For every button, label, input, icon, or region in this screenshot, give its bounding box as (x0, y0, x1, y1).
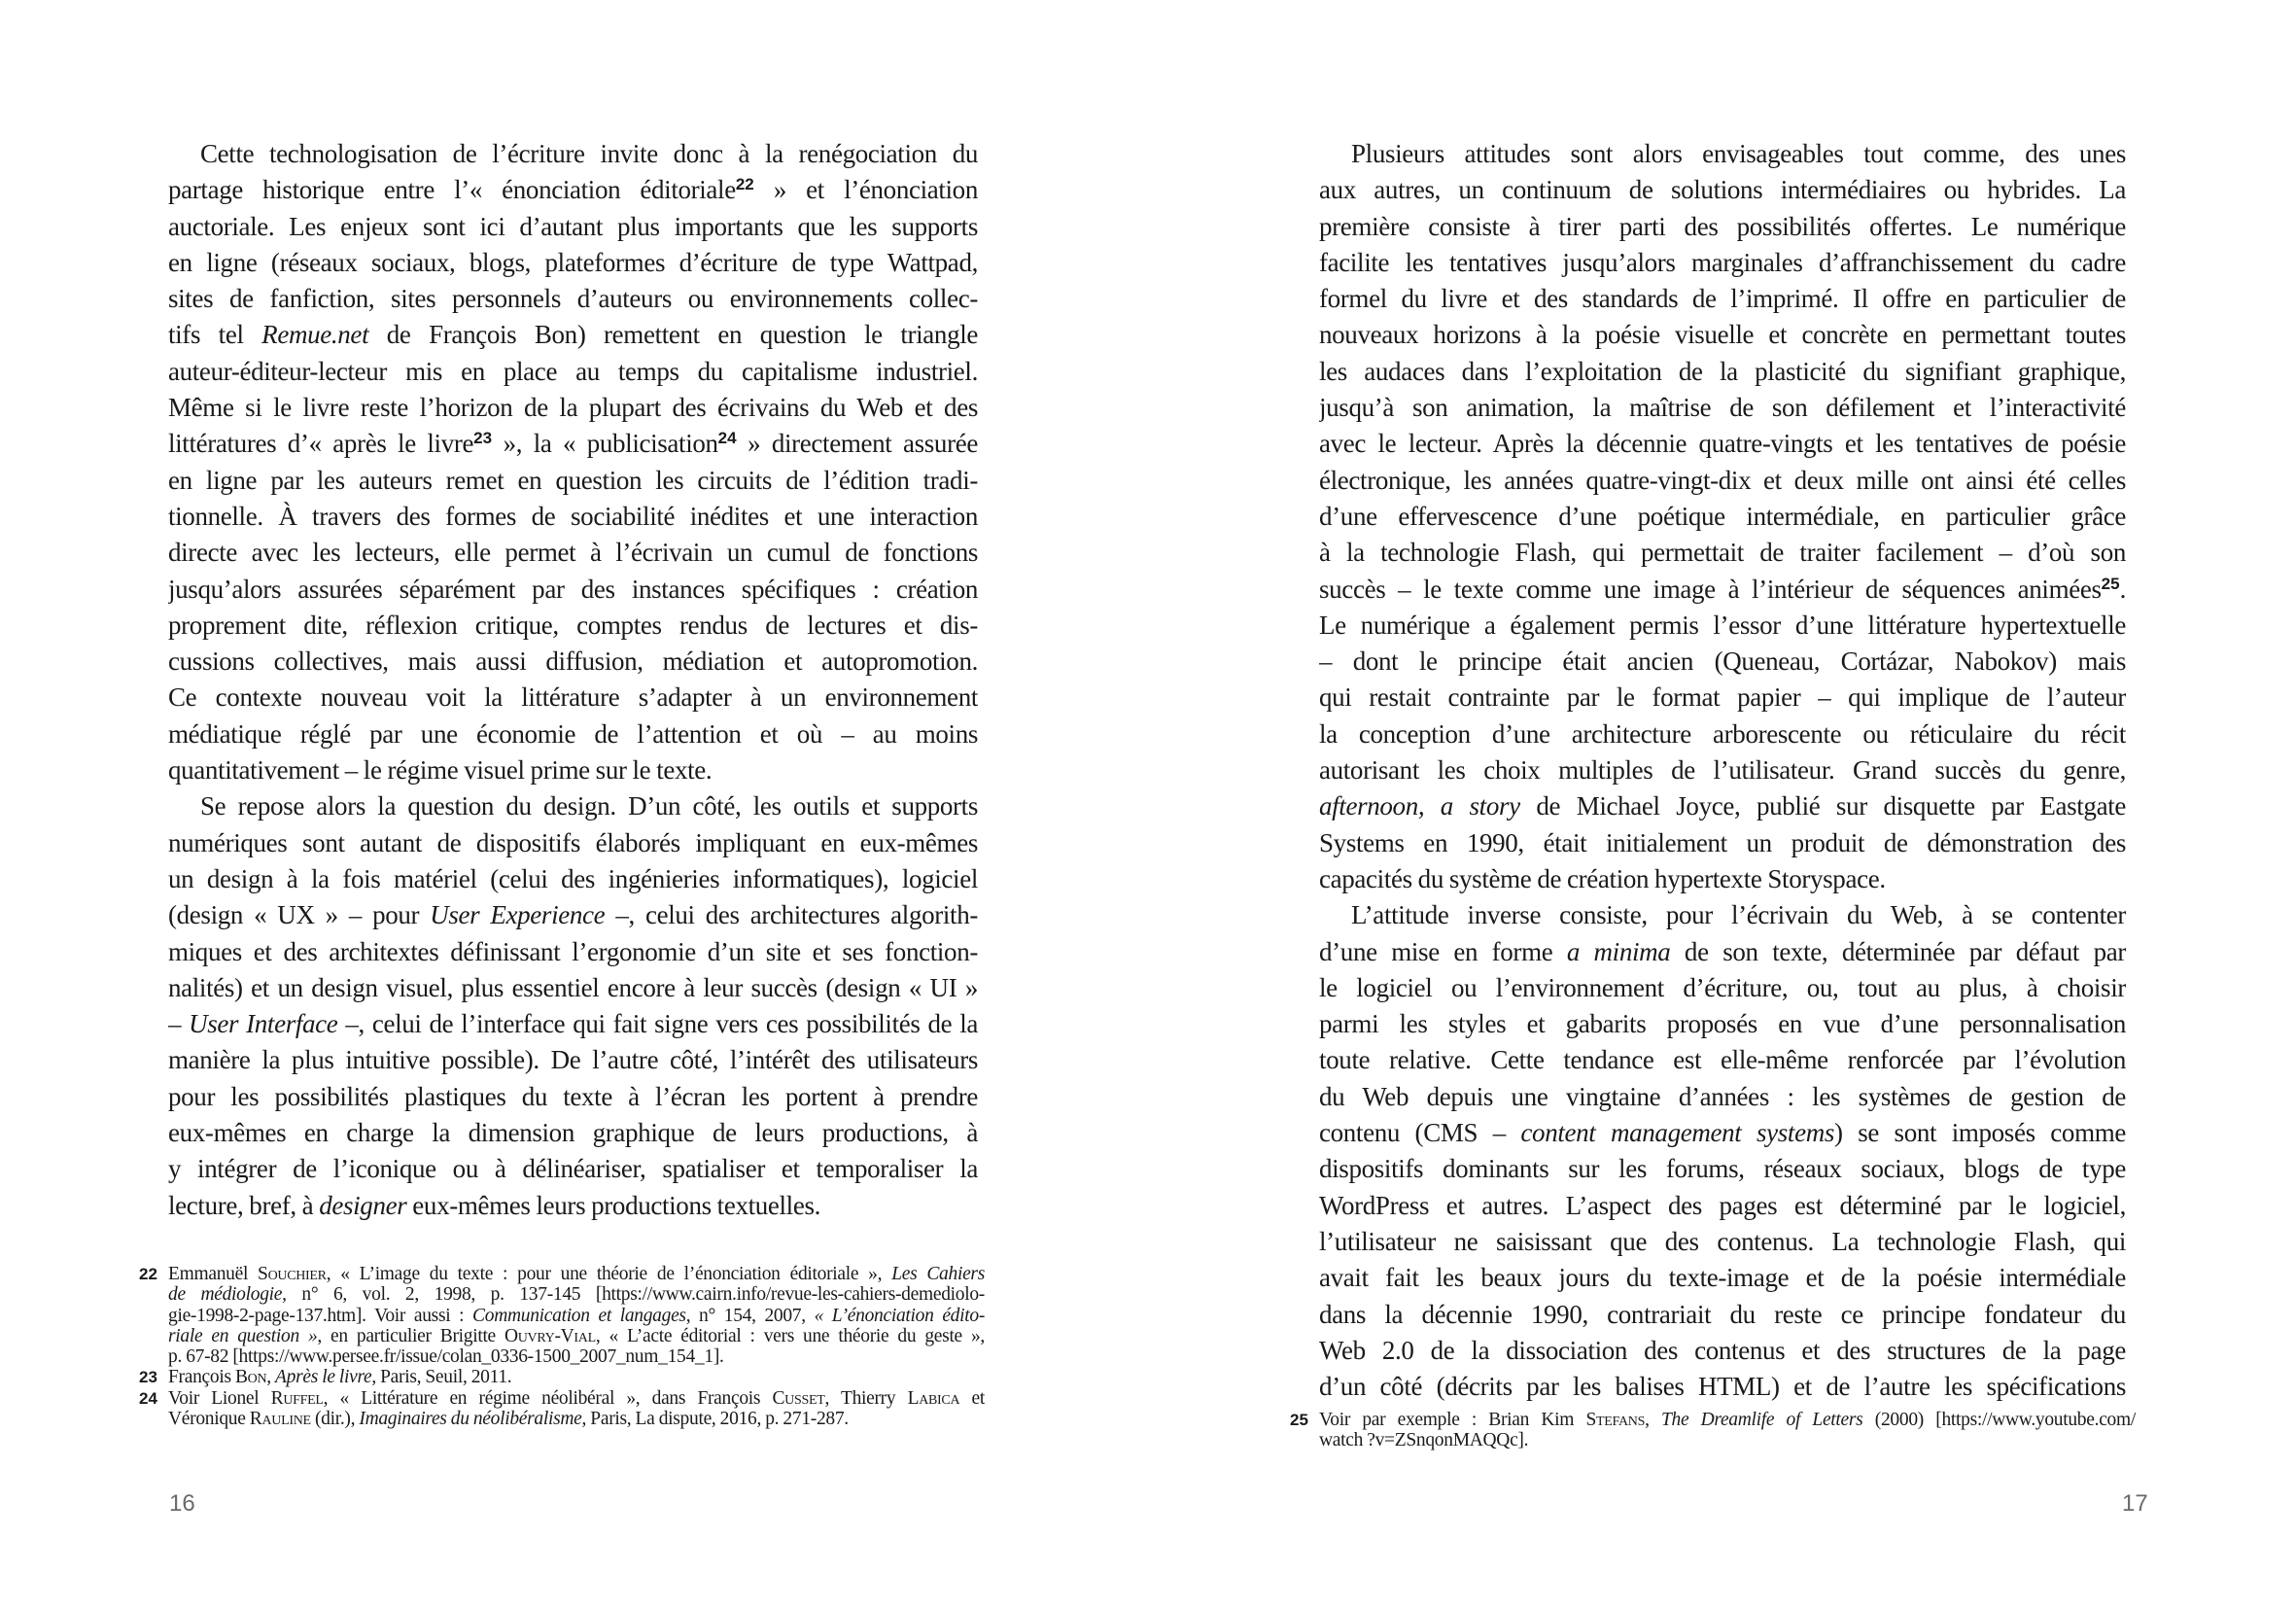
text-line: eux-mêmes en charge la dimension graphique de leurs productions, à (168, 1118, 978, 1148)
footnote-ref[interactable]: 22 (735, 175, 754, 194)
text-line: succès – le texte comme une image à l’intérieur de séquences animées$^{25}$. (1319, 574, 2126, 604)
text-line: lecture, bref, à designer eux-mêmes leurs productions textuelles. (168, 1190, 821, 1220)
text-line: nouveaux horizons à la poésie visuelle et concrète en permettant toutes (1319, 320, 2126, 350)
text-line: WordPress et autres. L’aspect des pages est déterminé par le logiciel, (1319, 1190, 2126, 1220)
text-line: jusqu’alors assurées séparément par des instances spécifiques : création (168, 574, 978, 604)
body-text-left (168, 136, 978, 1224)
text-line: médiatique réglé par une économie de l’attention et où – au moins (168, 718, 978, 749)
text-line: d’une mise en forme a minima de son texte, déterminée par défaut par (1319, 936, 2126, 966)
text-line: tionnelle. À travers des formes de sociabilité inédites et une interaction (168, 501, 978, 531)
text-line: afternoon, a story de Michael Joyce, publié sur disquette par Eastgate (1319, 791, 2126, 821)
text-line: littératures d’« après le livre$^{23}$ », la « publicisation$^{24}$ » directement assurée (168, 429, 978, 459)
footnote-number: 24 (139, 1388, 157, 1408)
text-line: aux autres, un continuum de solutions intermédiaires ou hybrides. La (1319, 175, 2126, 205)
text-line: proprement dite, réflexion critique, comptes rendus de lectures et dis- (168, 610, 978, 640)
text-line: Le numérique a également permis l’essor d’une littérature hypertextuelle (1319, 610, 2126, 640)
text-line: auteur-éditeur-lecteur mis en place au temps du capitalisme industriel. (168, 356, 978, 386)
text-line: les audaces dans l’exploitation de la plasticité du signifiant graphique, (1319, 356, 2126, 386)
text-line: d’un côté (décrits par les balises HTML) et de l’autre les spécifications (1319, 1372, 2126, 1402)
text-line: partage historique entre l’« énonciation éditoriale$^{22}$ » et l’énonciation (168, 175, 978, 205)
page-number: 16 (169, 1490, 195, 1517)
text-line: le logiciel ou l’environnement d’écriture, ou, tout au plus, à choisir (1319, 972, 2126, 1002)
text-line: d’une effervescence d’une poétique intermédiale, en particulier grâce (1319, 501, 2126, 531)
right-page (1148, 0, 2296, 1607)
footnote-url[interactable]: (2000) [https://www.youtube.com/ (1862, 1410, 2136, 1430)
text-line: l’utilisateur ne saisissant que des contenus. La technologie Flash, qui (1319, 1226, 2126, 1256)
text-line: nalités) et un design visuel, plus essentiel encore à leur succès (design « UI » (168, 972, 978, 1002)
text-line: y intégrer de l’iconique ou à délinéariser, spatialiser et temporaliser la (168, 1154, 978, 1184)
footnote-24: 24 Voir Lionel Ruffel, « Littérature en régime néolibéral », dans François Cusset, Thierry Labica et Véronique Rauline (dir.), Imaginaires du néolibéralisme, Paris, La dispute, 2016, p. 271-287. (139, 1387, 985, 1430)
text-line: première consiste à tirer parti des possibilités offertes. Le numérique (1319, 211, 2126, 241)
text-line: un design à la fois matériel (celui des ingénieries informatiques), logiciel (168, 863, 978, 893)
footnote-url[interactable]: , n° 6, vol. 2, 1998, p. 137-145 [https://www.cairn.info/revue-les-cahiers-demediolo- (282, 1284, 985, 1306)
text-line: avait fait les beaux jours du texte-image et de la poésie intermédiale (1319, 1263, 2126, 1293)
text-line: manière la plus intuitive possible). De l’autre côté, l’intérêt des utilisateurs (168, 1045, 978, 1075)
text-line: facilite les tentatives jusqu’alors marginales d’affranchissement du cadre (1319, 247, 2126, 277)
footnote-23: 23 François Bon, Après le livre, Paris, Seuil, 2011. (139, 1367, 512, 1388)
text-line: dispositifs dominants sur les forums, réseaux sociaux, blogs de type (1319, 1154, 2126, 1184)
text-line: Plusieurs attitudes sont alors envisageables tout comme, des unes (1351, 139, 2126, 168)
text-line: en ligne par les auteurs remet en question les circuits de l’édition tradi- (168, 465, 978, 495)
text-line: toute relative. Cette tendance est elle-même renforcée par l’évolution (1319, 1045, 2126, 1075)
footnote-ref[interactable]: 23 (473, 429, 493, 448)
text-line: Web 2.0 de la dissociation des contenus et des structures de la page (1319, 1335, 2126, 1365)
footnote-number: 22 (139, 1265, 157, 1283)
text-line: Cette technologisation de l’écriture invite donc à la renégociation du (200, 139, 978, 168)
footnote-25: 25 Voir par exemple : Brian Kim Stefans, The Dreamlife of Letters (2000) [https://www.youtube.com/ watch ?v=ZSnqonMAQQc]. (1290, 1410, 2136, 1451)
text-line: capacités du système de création hypertexte Storyspace. (1319, 863, 1886, 893)
text-line: L’attitude inverse consiste, pour l’écrivain du Web, à se contenter (1351, 900, 2126, 930)
text-line: Ce contexte nouveau voit la littérature s’adapter à un environnement (168, 682, 978, 713)
text-line: Même si le livre reste l’horizon de la plupart des écrivains du Web et des (168, 393, 978, 423)
text-line: sites de fanfiction, sites personnels d’auteurs ou environnements collec- (168, 284, 978, 314)
text-line: miques et des architextes définissant l’ergonomie d’un site et ses fonction- (168, 936, 978, 966)
text-line: à la technologie Flash, qui permettait de traiter facilement – d’où son (1319, 538, 2126, 568)
footnotes-left (139, 1264, 985, 1429)
text-line: – User Interface –, celui de l’interface qui fait signe vers ces possibilités de la (168, 1009, 978, 1039)
text-line: électronique, les années quatre-vingt-dix et deux mille ont ainsi été celles (1319, 465, 2126, 495)
text-line: contenu (CMS – content management systems) se sont imposés comme (1319, 1118, 2126, 1148)
footnote-url[interactable]: watch ?v=ZSnqonMAQQc]. (1319, 1430, 1529, 1451)
text-line: Systems en 1990, était initialement un produit de démonstration des (1319, 827, 2126, 857)
text-line: autorisant les choix multiples de l’utilisateur. Grand succès du genre, (1319, 755, 2126, 786)
text-line: Se repose alors la question du design. D’un côté, les outils et supports (200, 791, 978, 821)
footnote-22: 22 Emmanuël Souchier, « L’image du texte : pour une théorie de l’énonciation éditoriale », Les Cahiers de médiologie, n° 6, vol. 2, 1998, p. 137-145 [https://www.cairn.info/revue-les-cahiers-demediolo- gie-1998-2-page-137.htm]. Voir aussi : Communication et langages, n° 154, 2007, « L’énonciation édito- riale en question », en particulier Brigitte Ouvry-Vial, « L’acte éditorial : vers une théorie du geste », p. 67-82 [https://www.persee.fr/issue/colan_0336-1500_2007_num_154_1]. (139, 1264, 985, 1368)
text-line: parmi les styles et gabarits proposés en vue d’une personnalisation (1319, 1009, 2126, 1039)
text-line: (design « UX » – pour User Experience –, celui des architectures algorith- (168, 900, 978, 930)
text-line: cussions collectives, mais aussi diffusion, médiation et autopromotion. (168, 646, 978, 677)
text-line: avec le lecteur. Après la décennie quatre-vingts et les tentatives de poésie (1319, 429, 2126, 459)
footnotes-right (1290, 1410, 2136, 1451)
footnote-ref[interactable]: 24 (717, 429, 737, 448)
footnote-ref[interactable]: 25 (2101, 574, 2120, 593)
text-line: formel du livre et des standards de l’imprimé. Il offre en particulier de (1319, 284, 2126, 314)
text-line: quantitativement – le régime visuel prime sur le texte. (168, 755, 713, 786)
footnote-number: 25 (1290, 1411, 1308, 1429)
text-line: auctoriale. Les enjeux sont ici d’autant plus importants que les supports (168, 211, 978, 241)
text-line: du Web depuis une vingtaine d’années : les systèmes de gestion de (1319, 1081, 2126, 1111)
text-line: pour les possibilités plastiques du texte à l’écran les portent à prendre (168, 1081, 978, 1111)
text-line: dans la décennie 1990, contrariait du reste ce principe fondateur du (1319, 1299, 2126, 1329)
text-line: tifs tel Remue.net de François Bon) remettent en question le triangle (168, 320, 978, 350)
footnote-number: 23 (139, 1368, 157, 1387)
text-line: qui restait contrainte par le format papier – qui implique de l’auteur (1319, 682, 2126, 713)
body-text-right (1319, 136, 2126, 1405)
text-line: jusqu’à son animation, la maîtrise de son défilement et l’interactivité (1319, 393, 2126, 423)
page-number: 17 (2122, 1490, 2148, 1517)
text-line: – dont le principe était ancien (Queneau, Cortázar, Nabokov) mais (1319, 646, 2126, 677)
footnote-url[interactable]: p. 67-82 [https://www.persee.fr/issue/colan_0336-1500_2007_num_154_1]. (168, 1346, 724, 1368)
text-line: en ligne (réseaux sociaux, blogs, plateformes d’écriture de type Wattpad, (168, 247, 978, 277)
text-line: directe avec les lecteurs, elle permet à l’écrivain un cumul de fonctions (168, 538, 978, 568)
text-line: la conception d’une architecture arborescente ou réticulaire du récit (1319, 718, 2126, 749)
text-line: numériques sont autant de dispositifs élaborés impliquant en eux-mêmes (168, 827, 978, 857)
